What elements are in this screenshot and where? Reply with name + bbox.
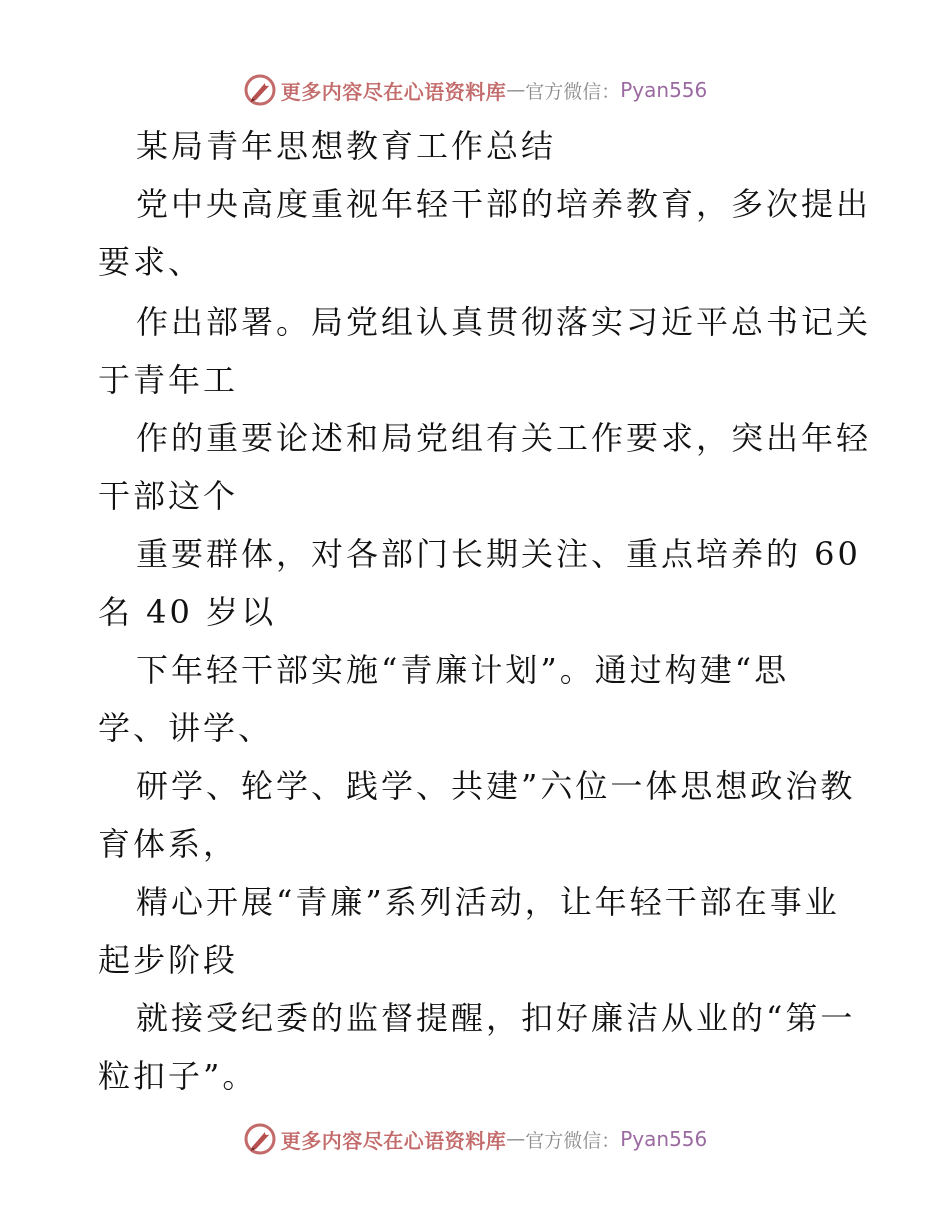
watermark-sub-text: 官方微信： — [525, 1129, 621, 1152]
document-title: 某局青年思想教育工作总结 — [136, 127, 557, 165]
paragraph-line: 起步阶段 — [98, 941, 239, 979]
header-watermark — [0, 70, 950, 110]
paragraph-line: 精心开展“青廉”系列活动，让年轻干部在事业 — [136, 883, 840, 921]
watermark-dash: — — [506, 1128, 526, 1150]
pen-logo-icon — [243, 1122, 277, 1156]
paragraph-line: 下年轻干部实施“青廉计划”。通过构建“思 — [136, 651, 790, 689]
watermark-sub-text: 官方微信： — [525, 80, 621, 103]
paragraph-line: 于青年工 — [98, 361, 239, 399]
pen-logo-icon — [243, 73, 277, 107]
paragraph-line: 重要群体，对各部门长期关注、重点培养的 60 — [136, 535, 861, 573]
watermark-wechat-id: Pyan556 — [620, 78, 708, 102]
paragraph-line: 研学、轮学、践学、共建”六位一体思想政治教 — [136, 767, 856, 805]
footer-watermark — [0, 1119, 950, 1159]
paragraph-line: 作的重要论述和局党组有关工作要求，突出年轻 — [136, 419, 872, 457]
paragraph-line: 干部这个 — [98, 477, 239, 515]
paragraph-line: 学、讲学、 — [98, 709, 274, 747]
watermark-dash: — — [506, 79, 526, 101]
paragraph-line: 党中央高度重视年轻干部的培养教育，多次提出 — [136, 185, 872, 223]
paragraph-line: 粒扣子”。 — [98, 1057, 258, 1095]
watermark-main-text: 更多内容尽在心语资料库 — [280, 1128, 507, 1153]
watermark-main-text: 更多内容尽在心语资料库 — [280, 79, 507, 104]
paragraph-line: 要求、 — [98, 243, 204, 281]
watermark-wechat-id: Pyan556 — [620, 1127, 708, 1151]
paragraph-line: 名 40 岁以 — [98, 593, 277, 631]
paragraph-line: 就接受纪委的监督提醒，扣好廉洁从业的“第一 — [136, 999, 856, 1037]
paragraph-line: 育体系， — [98, 825, 239, 863]
paragraph-line: 作出部署。局党组认真贯彻落实习近平总书记关 — [136, 303, 872, 341]
